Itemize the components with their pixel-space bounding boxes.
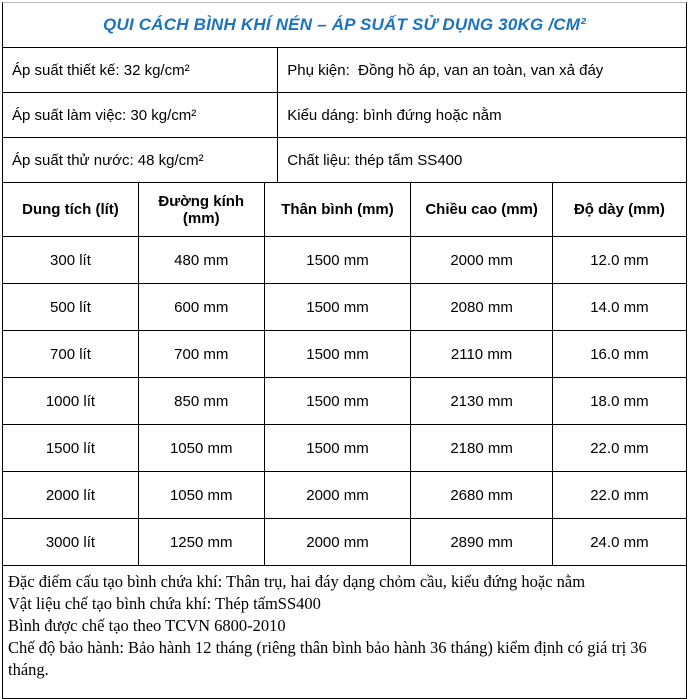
cell-height: 2130 mm [411,378,552,424]
info-row [3,48,686,93]
cell-diameter: 600 mm [139,284,265,330]
cell-thickness: 14.0 mm [590,298,649,316]
cell-thickness: 16.0 mm [590,345,649,363]
column-header-capacity: Dung tích (lít) [3,183,139,236]
table-row [3,425,686,472]
cell-height: 2890 mm [411,519,552,565]
column-header-diameter: Đường kính (mm) [139,183,265,236]
note-material: Vật liệu chế tạo bình chứa khí: Thép tấmSS400 [8,594,321,613]
cell-thickness: 22.0 mm [590,486,649,504]
cell-diameter: 1050 mm [139,425,265,471]
cell-thickness: 18.0 mm [590,392,649,410]
cell-body: 1500 mm [265,237,412,283]
cell-capacity: 1500 lít [3,425,139,471]
cell-body: 1500 mm [265,425,412,471]
note-construction: Đặc điểm cấu tạo bình chứa khí: Thân trụ, hai đáy dạng chỏm cầu, kiểu đứng hoặc nằm [8,572,586,591]
cell-diameter: 850 mm [139,378,265,424]
cell-thickness: 22.0 mm [590,439,649,457]
cell-capacity: 300 lít [3,237,139,283]
column-header-height: Chiều cao (mm) [411,183,552,236]
table-row [3,378,686,425]
table-row [3,237,686,284]
cell-height: 2000 mm [411,237,552,283]
info-design-pressure: Áp suất thiết kế: 32 kg/cm² [3,48,278,92]
spec-sheet-table [2,2,687,699]
cell-height: 2110 mm [411,331,552,377]
info-accessories: Phụ kiện: Đồng hồ áp, van an toàn, van xả đáy [287,61,604,79]
note-warranty: Chế độ bảo hành: Bảo hành 12 tháng (riêng thân bình bảo hành 36 tháng) kiểm định có giá trị 36 tháng. [8,638,647,679]
spec-table-header [3,183,686,237]
cell-body: 1500 mm [265,284,412,330]
table-row [3,284,686,331]
cell-capacity: 500 lít [3,284,139,330]
note-standard: Bình được chế tạo theo TCVN 6800-2010 [8,616,286,635]
info-material: Chất liệu: thép tấm SS400 [287,151,463,169]
footnotes [3,566,686,698]
cell-capacity: 3000 lít [3,519,139,565]
cell-diameter: 700 mm [139,331,265,377]
cell-capacity: 2000 lít [3,472,139,518]
column-header-thickness: Độ dày (mm) [573,201,665,218]
table-row [3,519,686,566]
cell-diameter: 1050 mm [139,472,265,518]
cell-body: 2000 mm [265,519,412,565]
cell-capacity: 700 lít [3,331,139,377]
cell-thickness: 12.0 mm [590,251,649,269]
column-header-body: Thân bình (mm) [265,183,412,236]
info-row [3,138,686,183]
cell-capacity: 1000 lít [3,378,139,424]
cell-body: 1500 mm [265,331,412,377]
cell-thickness: 24.0 mm [590,533,649,551]
cell-height: 2680 mm [411,472,552,518]
table-row [3,331,686,378]
info-style: Kiểu dáng: bình đứng hoặc nằm [287,106,502,124]
cell-diameter: 1250 mm [139,519,265,565]
cell-diameter: 480 mm [139,237,265,283]
cell-body: 2000 mm [265,472,412,518]
page-title: QUI CÁCH BÌNH KHÍ NÉN – ÁP SUẤT SỬ DỤNG 30KG /CM² [103,15,586,34]
info-test-pressure: Áp suất thử nước: 48 kg/cm² [3,138,278,182]
info-working-pressure: Áp suất làm việc: 30 kg/cm² [3,93,278,137]
info-row [3,93,686,138]
cell-height: 2080 mm [411,284,552,330]
cell-body: 1500 mm [265,378,412,424]
title-row [3,3,686,48]
cell-height: 2180 mm [411,425,552,471]
table-row [3,472,686,519]
